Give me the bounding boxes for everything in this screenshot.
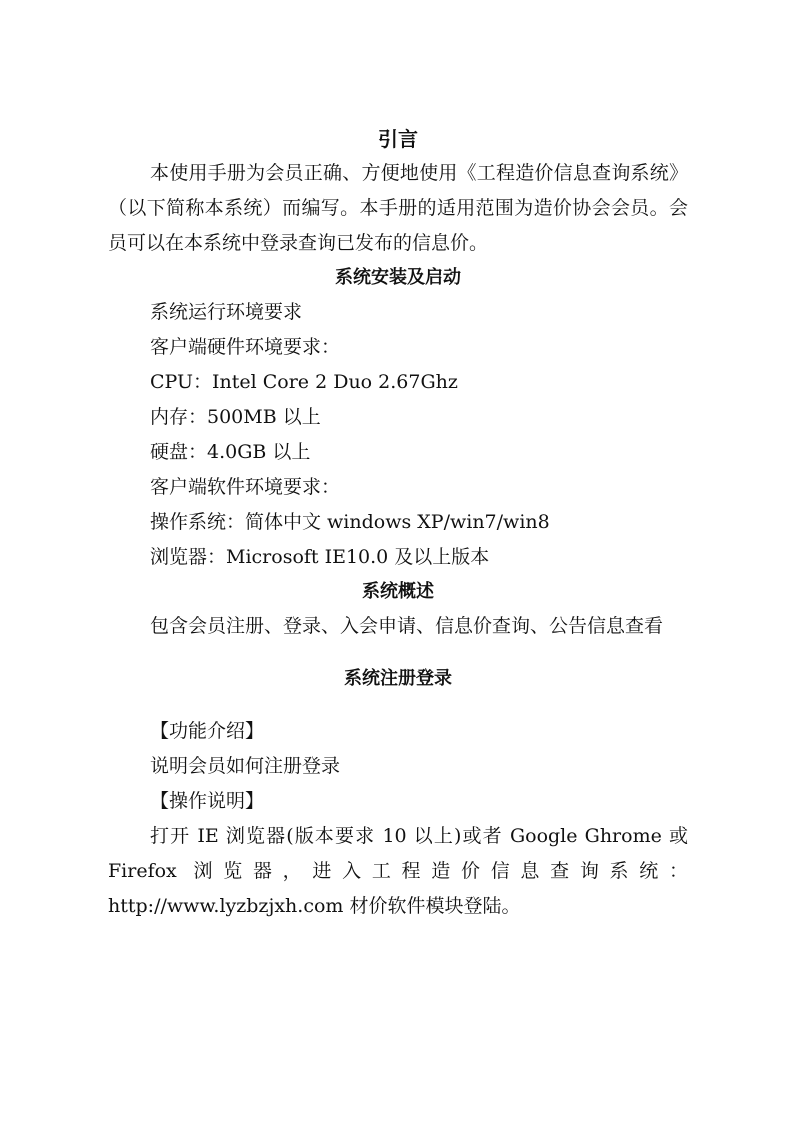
install-line: 客户端硬件环境要求：	[150, 336, 341, 358]
overview-paragraph: 包含会员注册、登录、入会申请、信息价查询、公告信息查看	[150, 615, 664, 637]
register-title: 系统注册登录	[344, 668, 452, 689]
intro-title: 引言	[378, 127, 418, 151]
overview-title: 系统概述	[362, 581, 434, 602]
register-line: 【功能介绍】	[150, 720, 265, 742]
install-title: 系统安装及启动	[335, 267, 461, 288]
install-line: 系统运行环境要求	[150, 301, 303, 323]
register-line: 说明会员如何注册登录	[150, 755, 341, 777]
intro-paragraph: 本使用手册为会员正确、方便地使用《工程造价信息查询系统》（以下简称本系统）而编写。本手册的适用范围为造价协会会员。会员可以在本系统中登录查询已发布的信息价。	[108, 162, 688, 254]
document-page	[108, 122, 688, 924]
install-line: 操作系统：简体中文 windows XP/win7/win8	[150, 511, 550, 533]
install-line: 浏览器：Microsoft IE10.0 及以上版本	[150, 546, 490, 568]
install-line: 内存：500MB 以上	[150, 406, 321, 428]
install-line: CPU：Intel Core 2 Duo 2.67Ghz	[150, 371, 458, 393]
register-line: 【操作说明】	[150, 790, 265, 812]
install-line: 硬盘：4.0GB 以上	[150, 441, 311, 463]
install-line: 客户端软件环境要求：	[150, 476, 341, 498]
register-paragraph: 打开 IE 浏览器(版本要求 10 以上)或者 Google Ghrome 或 Firefox 浏览器，进入工程造价信息查询系统：http://www.lyzbzjxh.com 材价软件模块登陆。	[108, 825, 688, 917]
